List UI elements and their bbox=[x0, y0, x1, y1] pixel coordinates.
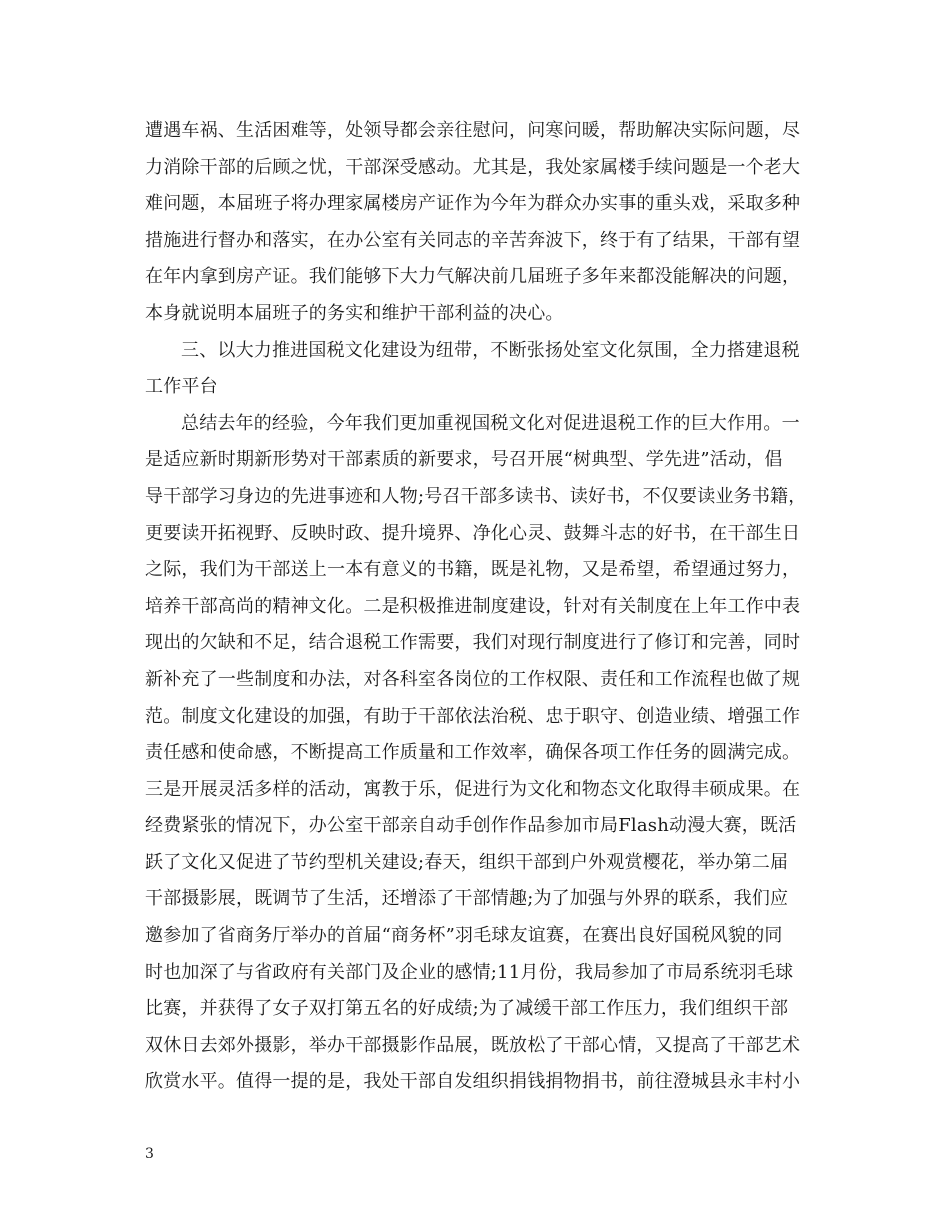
text-line: 总结去年的经验，今年我们更加重视国税文化对促进退税工作的巨大作用。一 bbox=[181, 412, 800, 434]
text-line: 措施进行督办和落实，在办公室有关同志的辛苦奔波下，终于有了结果，干部有望 bbox=[145, 229, 801, 251]
text-line: 比赛，并获得了女子双打第五名的好成绩;为了减缓干部工作压力，我们组织干部 bbox=[145, 998, 789, 1020]
text-line: 经费紧张的情况下，办公室干部亲自动手创作作品参加市局Flash动漫大赛，既活 bbox=[145, 815, 797, 837]
text-line: 遭遇车祸、生活困难等，处领导都会亲往慰问，问寒问暖，帮助解决实际问题，尽 bbox=[145, 120, 801, 141]
text-line: 时也加深了与省政府有关部门及企业的感情;11月份，我局参加了市局系统羽毛球 bbox=[145, 961, 794, 983]
text-line: 范。制度文化建设的加强，有助于干部依法治税、忠于职守、创造业绩、增强工作 bbox=[145, 705, 801, 727]
text-line: 欣赏水平。值得一提的是，我处干部自发组织捐钱捐物捐书，前往澄城县永丰村小 bbox=[145, 1071, 801, 1093]
text-line: 双休日去郊外摄影，举办干部摄影作品展，既放松了干部心情，又提高了干部艺术 bbox=[145, 1034, 801, 1056]
text-line: 责任感和使命感，不断提高工作质量和工作效率，确保各项工作任务的圆满完成。 bbox=[145, 742, 801, 764]
text-line: 之际，我们为干部送上一本有意义的书籍，既是礼物，又是希望，希望通过努力， bbox=[145, 559, 801, 581]
text-line: 在年内拿到房产证。我们能够下大力气解决前几届班子多年来都没能解决的问题， bbox=[145, 266, 801, 288]
text-line: 更要读开拓视野、反映时政、提升境界、净化心灵、鼓舞斗志的好书，在干部生日 bbox=[145, 522, 801, 544]
text-line: 是适应新时期新形势对干部素质的新要求，号召开展“树典型、学先进”活动，倡 bbox=[145, 449, 783, 471]
page-number: 3 bbox=[145, 1146, 154, 1162]
text-line: 新补充了一些制度和办法，对各科室各岗位的工作权限、责任和工作流程也做了规 bbox=[145, 668, 801, 690]
section-heading-line: 三、以大力推进国税文化建设为纽带，不断张扬处室文化氛围，全力搭建退税 bbox=[181, 339, 800, 361]
text-line: 导干部学习身边的先进事迹和人物;号召干部多读书、读好书，不仅要读业务书籍， bbox=[145, 485, 807, 507]
text-line: 力消除干部的后顾之忧，干部深受感动。尤其是，我处家属楼手续问题是一个老大 bbox=[145, 156, 801, 178]
text-line: 干部摄影展，既调节了生活，还增添了干部情趣;为了加强与外界的联系，我们应 bbox=[145, 888, 789, 910]
body-text bbox=[145, 113, 825, 1101]
section-heading-line: 工作平台 bbox=[145, 376, 218, 398]
text-line: 难问题，本届班子将办理家属楼房产证作为今年为群众办实事的重头戏，采取多种 bbox=[145, 193, 801, 215]
text-line: 跃了文化又促进了节约型机关建设;春天，组织干部到户外观赏樱花，举办第二届 bbox=[145, 851, 789, 873]
text-line: 邀参加了省商务厅举办的首届“商务杯”羽毛球友谊赛，在赛出良好国税风貌的同 bbox=[145, 925, 783, 947]
text-line: 三是开展灵活多样的活动，寓教于乐，促进行为文化和物态文化取得丰硕成果。在 bbox=[145, 778, 801, 800]
text-line: 现出的欠缺和不足，结合退税工作需要，我们对现行制度进行了修订和完善，同时 bbox=[145, 632, 801, 654]
text-line: 本身就说明本届班子的务实和维护干部利益的决心。 bbox=[145, 302, 564, 324]
text-line: 培养干部高尚的精神文化。二是积极推进制度建设，针对有关制度在上年工作中表 bbox=[145, 595, 801, 617]
